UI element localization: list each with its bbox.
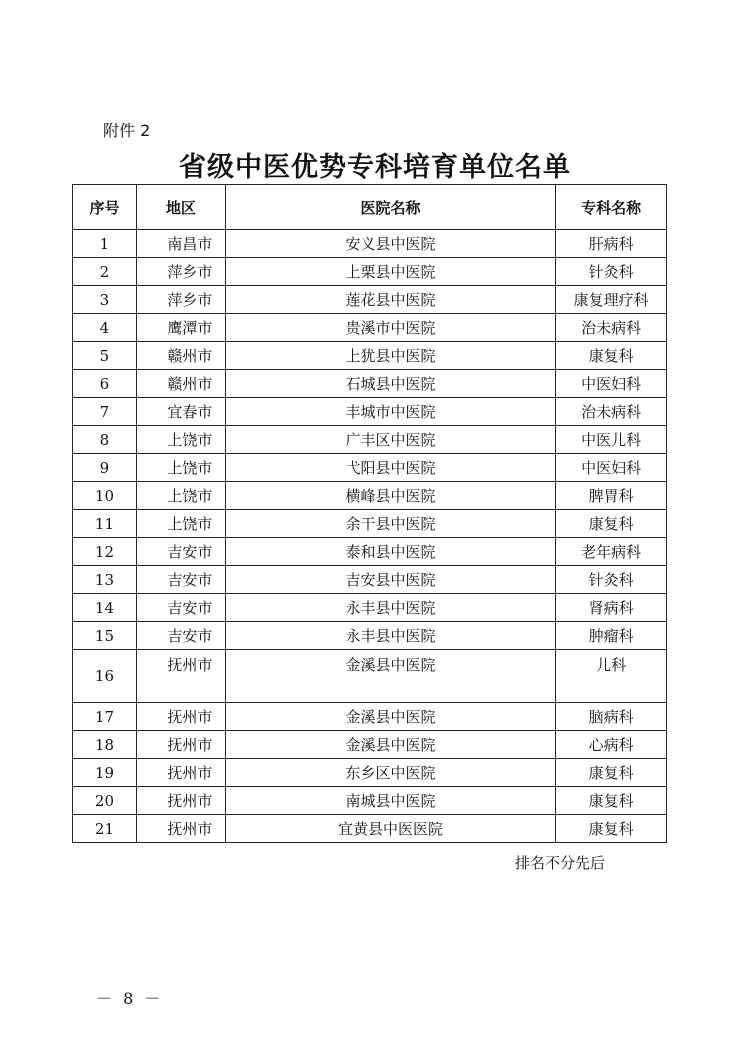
cell-hospital: 东乡区中医院 [225, 759, 555, 787]
cell-specialty: 儿科 [556, 650, 667, 703]
table-body [73, 230, 667, 843]
ranking-note: 排名不分先后 [515, 854, 606, 872]
cell-region: 上饶市 [136, 510, 225, 538]
cell-region: 抚州市 [136, 703, 225, 731]
cell-index: 18 [73, 731, 137, 759]
cell-index: 10 [73, 482, 137, 510]
cell-region: 南昌市 [136, 230, 225, 258]
cell-index: 3 [73, 286, 137, 314]
cell-index: 15 [73, 622, 137, 650]
cell-index: 2 [73, 258, 137, 286]
cell-region: 吉安市 [136, 566, 225, 594]
header-specialty: 专科名称 [556, 185, 667, 230]
cell-index: 7 [73, 398, 137, 426]
cell-specialty: 肝病科 [556, 230, 667, 258]
table-row [73, 510, 667, 538]
cell-hospital: 永丰县中医院 [225, 622, 555, 650]
cell-region: 抚州市 [136, 650, 225, 703]
page-title: 省级中医优势专科培育单位名单 [179, 152, 571, 183]
cell-region: 赣州市 [136, 370, 225, 398]
cell-region: 萍乡市 [136, 258, 225, 286]
cell-index: 11 [73, 510, 137, 538]
table-row [73, 731, 667, 759]
cell-hospital: 弋阳县中医院 [225, 454, 555, 482]
cell-hospital: 泰和县中医院 [225, 538, 555, 566]
cell-specialty: 脾胃科 [556, 482, 667, 510]
cell-hospital: 吉安县中医院 [225, 566, 555, 594]
cell-hospital: 金溪县中医院 [225, 703, 555, 731]
cell-specialty: 康复科 [556, 815, 667, 843]
table-row [73, 398, 667, 426]
table-row [73, 787, 667, 815]
cell-specialty: 针灸科 [556, 258, 667, 286]
attachment-label: 附件 2 [103, 121, 151, 140]
cell-region: 宜春市 [136, 398, 225, 426]
cell-specialty: 治未病科 [556, 398, 667, 426]
cell-hospital: 上犹县中医院 [225, 342, 555, 370]
table-row [73, 314, 667, 342]
cell-hospital: 余干县中医院 [225, 510, 555, 538]
cell-specialty: 脑病科 [556, 703, 667, 731]
cell-specialty: 中医儿科 [556, 426, 667, 454]
cell-index: 12 [73, 538, 137, 566]
cell-region: 上饶市 [136, 482, 225, 510]
table-row [73, 650, 667, 703]
cell-index: 16 [73, 650, 137, 703]
cell-hospital: 丰城市中医院 [225, 398, 555, 426]
cell-region: 萍乡市 [136, 286, 225, 314]
cell-specialty: 康复科 [556, 342, 667, 370]
cell-region: 抚州市 [136, 731, 225, 759]
cell-specialty: 康复科 [556, 787, 667, 815]
cell-region: 上饶市 [136, 454, 225, 482]
cell-region: 抚州市 [136, 759, 225, 787]
cell-specialty: 康复理疗科 [556, 286, 667, 314]
cell-region: 赣州市 [136, 342, 225, 370]
cell-specialty: 康复科 [556, 759, 667, 787]
cell-index: 13 [73, 566, 137, 594]
cell-index: 6 [73, 370, 137, 398]
cell-hospital: 金溪县中医院 [225, 731, 555, 759]
cell-index: 17 [73, 703, 137, 731]
cell-specialty: 心病科 [556, 731, 667, 759]
cell-specialty: 肾病科 [556, 594, 667, 622]
cell-hospital: 莲花县中医院 [225, 286, 555, 314]
cell-index: 1 [73, 230, 137, 258]
table-row [73, 230, 667, 258]
cell-region: 抚州市 [136, 787, 225, 815]
table-row [73, 258, 667, 286]
cell-specialty: 中医妇科 [556, 454, 667, 482]
hospital-list-table [72, 184, 667, 843]
cell-region: 吉安市 [136, 594, 225, 622]
table-row [73, 454, 667, 482]
cell-index: 5 [73, 342, 137, 370]
cell-index: 19 [73, 759, 137, 787]
table-row [73, 426, 667, 454]
table-row [73, 566, 667, 594]
cell-index: 8 [73, 426, 137, 454]
table-row [73, 342, 667, 370]
cell-hospital: 横峰县中医院 [225, 482, 555, 510]
cell-region: 鹰潭市 [136, 314, 225, 342]
table-header-row [73, 185, 667, 230]
header-region: 地区 [136, 185, 225, 230]
cell-region: 抚州市 [136, 815, 225, 843]
cell-index: 9 [73, 454, 137, 482]
table-row [73, 482, 667, 510]
table-row [73, 594, 667, 622]
header-index: 序号 [73, 185, 137, 230]
table-row [73, 538, 667, 566]
cell-specialty: 中医妇科 [556, 370, 667, 398]
table-row [73, 286, 667, 314]
table-row [73, 370, 667, 398]
header-hospital: 医院名称 [225, 185, 555, 230]
table-row [73, 622, 667, 650]
page-number: － 8 － [96, 989, 164, 1008]
cell-hospital: 上栗县中医院 [225, 258, 555, 286]
cell-region: 上饶市 [136, 426, 225, 454]
table-row [73, 703, 667, 731]
table-row [73, 815, 667, 843]
cell-region: 吉安市 [136, 622, 225, 650]
cell-index: 21 [73, 815, 137, 843]
cell-specialty: 针灸科 [556, 566, 667, 594]
cell-hospital: 永丰县中医院 [225, 594, 555, 622]
cell-specialty: 肿瘤科 [556, 622, 667, 650]
cell-hospital: 广丰区中医院 [225, 426, 555, 454]
cell-index: 20 [73, 787, 137, 815]
cell-hospital: 南城县中医院 [225, 787, 555, 815]
cell-hospital: 石城县中医院 [225, 370, 555, 398]
cell-specialty: 治未病科 [556, 314, 667, 342]
cell-hospital: 贵溪市中医院 [225, 314, 555, 342]
cell-index: 14 [73, 594, 137, 622]
cell-index: 4 [73, 314, 137, 342]
cell-hospital: 安义县中医院 [225, 230, 555, 258]
cell-hospital: 宜黄县中医医院 [225, 815, 555, 843]
cell-specialty: 老年病科 [556, 538, 667, 566]
cell-hospital: 金溪县中医院 [225, 650, 555, 703]
table-row [73, 759, 667, 787]
cell-specialty: 康复科 [556, 510, 667, 538]
cell-region: 吉安市 [136, 538, 225, 566]
